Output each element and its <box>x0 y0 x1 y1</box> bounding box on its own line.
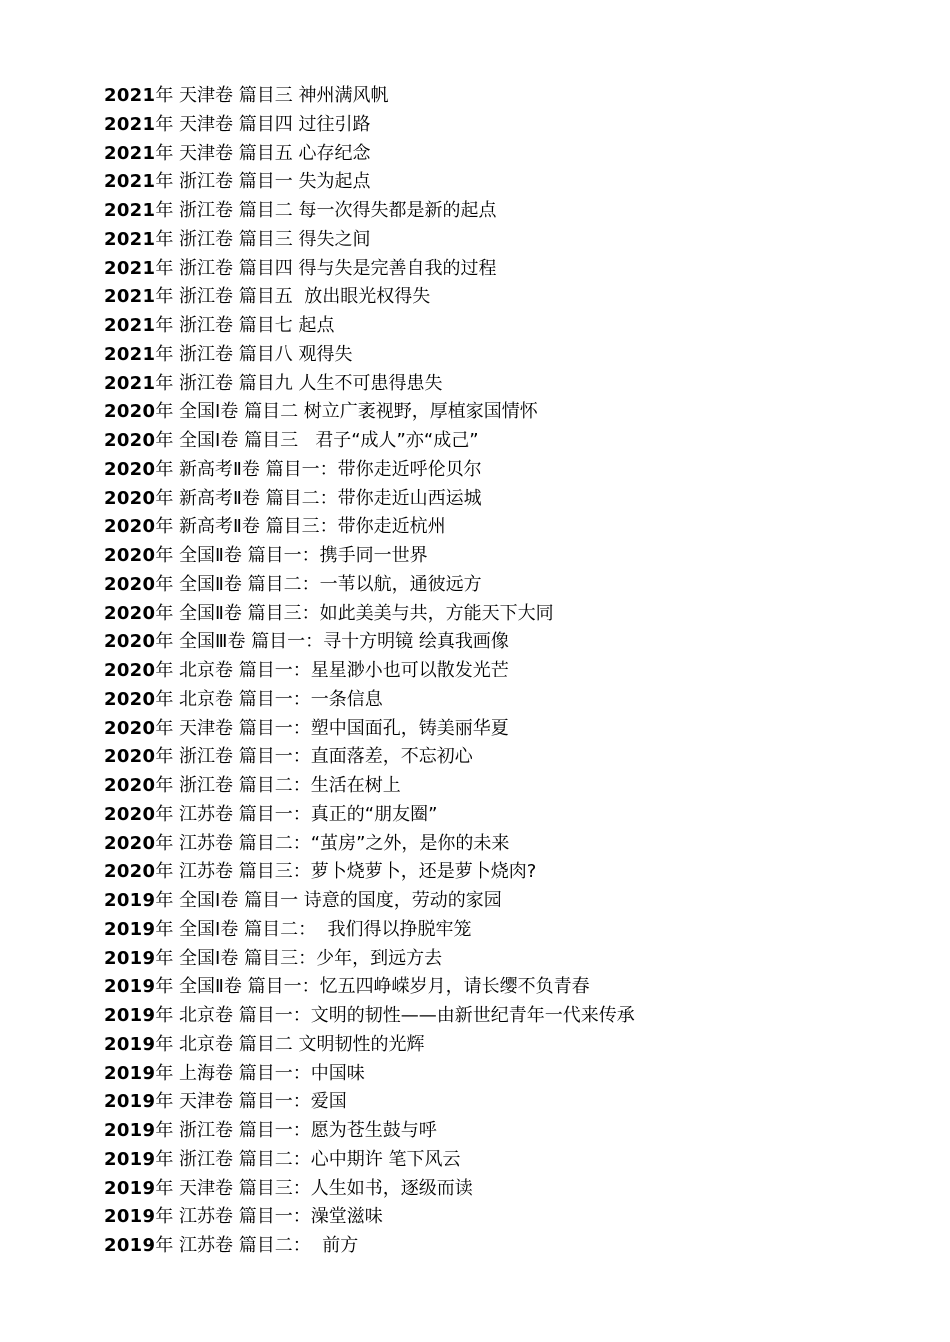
entry-year: 2019 <box>104 1206 156 1228</box>
list-item <box>104 456 884 485</box>
entry-title: 年 全国Ⅰ卷 篇目二 树立广袤视野，厚植家国情怀 <box>155 401 538 423</box>
list-item <box>104 485 884 514</box>
entry-title: 年 浙江卷 篇目七 起点 <box>155 315 335 336</box>
entry-title: 年 新高考Ⅱ卷 篇目三：带你走近杭州 <box>155 516 446 538</box>
list-item <box>104 140 884 169</box>
entry-year: 2020 <box>104 746 156 768</box>
entry-year: 2020 <box>104 401 156 423</box>
entry-title: 年 江苏卷 篇目三：萝卜烧萝卜，还是萝卜烧肉? <box>155 861 537 883</box>
entry-year: 2019 <box>104 976 156 998</box>
list-item <box>104 830 884 859</box>
entry-title: 年 全国Ⅱ卷 篇目一：忆五四峥嵘岁月，请长缨不负青春 <box>155 976 590 998</box>
entry-year: 2021 <box>104 257 156 279</box>
entry-year: 2019 <box>104 890 156 911</box>
entry-year: 2021 <box>104 343 156 365</box>
list-item <box>104 513 884 542</box>
entry-title: 年 全国Ⅰ卷 篇目三：少年，到远方去 <box>155 947 443 969</box>
entry-title: 年 江苏卷 篇目一：澡堂滋味 <box>155 1206 383 1228</box>
entry-year: 2021 <box>104 286 156 308</box>
entry-year: 2020 <box>104 803 156 825</box>
entry-title: 年 北京卷 篇目二 文明韧性的光辉 <box>155 1033 425 1055</box>
entry-year: 2021 <box>104 113 156 135</box>
list-item <box>104 226 884 255</box>
entry-year: 2019 <box>104 947 156 969</box>
list-item <box>104 801 884 830</box>
entry-year: 2020 <box>104 688 156 710</box>
list-item <box>104 743 884 772</box>
list-item <box>104 1088 884 1117</box>
list-item <box>104 1117 884 1146</box>
list-item <box>104 1060 884 1089</box>
entry-title: 年 浙江卷 篇目八 观得失 <box>155 343 353 365</box>
list-item <box>104 370 884 399</box>
entry-year: 2020 <box>104 602 156 624</box>
entry-title: 年 浙江卷 篇目二：生活在树上 <box>155 775 401 796</box>
entry-year: 2019 <box>104 1091 156 1113</box>
entry-year: 2019 <box>104 918 156 940</box>
entry-title: 年 江苏卷 篇目二：“茧房”之外，是你的未来 <box>155 832 510 854</box>
list-item <box>104 1175 884 1204</box>
entry-year: 2020 <box>104 631 156 653</box>
entry-year: 2019 <box>104 1235 156 1256</box>
entry-title: 年 浙江卷 篇目一：直面落差，不忘初心 <box>155 746 473 768</box>
entry-title: 年 天津卷 篇目一：塑中国面孔，铸美丽华夏 <box>155 717 509 739</box>
list-item <box>104 82 884 111</box>
entry-year: 2020 <box>104 775 156 796</box>
entry-title: 年 天津卷 篇目三 神州满风帆 <box>155 85 389 106</box>
entry-title: 年 浙江卷 篇目一 失为起点 <box>155 171 371 193</box>
entry-title: 年 浙江卷 篇目三 得失之间 <box>155 228 371 250</box>
entry-title: 年 天津卷 篇目三：人生如书，逐级而读 <box>155 1177 473 1199</box>
entry-year: 2019 <box>104 1148 156 1170</box>
entry-title: 年 浙江卷 篇目二：心中期许 笔下风云 <box>155 1148 461 1170</box>
entry-title: 年 全国Ⅰ卷 篇目一 诗意的国度，劳动的家园 <box>155 890 502 911</box>
entry-year: 2020 <box>104 487 156 509</box>
entry-title: 年 北京卷 篇目一：星星渺小也可以散发光芒 <box>155 660 509 681</box>
entry-year: 2020 <box>104 861 156 883</box>
list-item <box>104 197 884 226</box>
entry-year: 2019 <box>104 1033 156 1055</box>
entry-year: 2020 <box>104 660 156 681</box>
entry-title: 年 浙江卷 篇目一：愿为苍生鼓与呼 <box>155 1120 437 1141</box>
list-item <box>104 686 884 715</box>
entry-year: 2021 <box>104 142 156 164</box>
entry-title: 年 浙江卷 篇目四 得与失是完善自我的过程 <box>155 257 497 279</box>
entry-title: 年 新高考Ⅱ卷 篇目一：带你走近呼伦贝尔 <box>155 458 482 480</box>
entry-year: 2019 <box>104 1177 156 1199</box>
list-item <box>104 1232 884 1261</box>
list-item <box>104 858 884 887</box>
list-item <box>104 916 884 945</box>
entry-year: 2019 <box>104 1005 156 1026</box>
entry-year: 2021 <box>104 85 156 106</box>
entry-title: 年 北京卷 篇目一：文明的韧性——由新世纪青年一代来传承 <box>155 1005 635 1026</box>
list-item <box>104 111 884 140</box>
list-item <box>104 398 884 427</box>
entry-year: 2021 <box>104 228 156 250</box>
entry-title: 年 新高考Ⅱ卷 篇目二：带你走近山西运城 <box>155 487 482 509</box>
list-item <box>104 772 884 801</box>
list-item <box>104 715 884 744</box>
document-page <box>104 82 884 1261</box>
list-item <box>104 600 884 629</box>
entry-year: 2020 <box>104 832 156 854</box>
list-item <box>104 571 884 600</box>
entry-title: 年 上海卷 篇目一：中国味 <box>155 1062 365 1084</box>
entry-title: 年 浙江卷 篇目九 人生不可患得患失 <box>155 372 443 394</box>
entry-title: 年 全国Ⅰ卷 篇目三 君子“成人”亦“成己” <box>155 430 479 451</box>
entry-title: 年 浙江卷 篇目二 每一次得失都是新的起点 <box>155 200 497 221</box>
entry-year: 2020 <box>104 516 156 538</box>
entry-year: 2021 <box>104 171 156 193</box>
list-item <box>104 1203 884 1232</box>
entry-year: 2019 <box>104 1062 156 1084</box>
entry-title: 年 天津卷 篇目四 过往引路 <box>155 113 371 135</box>
list-item <box>104 657 884 686</box>
list-item <box>104 1146 884 1175</box>
list-item <box>104 1031 884 1060</box>
entry-title: 年 江苏卷 篇目一：真正的“朋友圈” <box>155 803 438 825</box>
list-item <box>104 427 884 456</box>
entry-title: 年 全国Ⅲ卷 篇目一：寻十方明镜 绘真我画像 <box>155 631 509 653</box>
entry-year: 2020 <box>104 573 156 595</box>
essay-title-list <box>104 82 884 1261</box>
entry-title: 年 全国Ⅰ卷 篇目二： 我们得以挣脱牢笼 <box>155 918 472 940</box>
list-item <box>104 542 884 571</box>
entry-year: 2020 <box>104 717 156 739</box>
entry-year: 2019 <box>104 1120 156 1141</box>
list-item <box>104 341 884 370</box>
list-item <box>104 283 884 312</box>
entry-year: 2021 <box>104 315 156 336</box>
entry-title: 年 全国Ⅱ卷 篇目三：如此美美与共，方能天下大同 <box>155 602 554 624</box>
list-item <box>104 973 884 1002</box>
list-item <box>104 945 884 974</box>
entry-year: 2021 <box>104 372 156 394</box>
entry-year: 2021 <box>104 200 156 221</box>
entry-title: 年 全国Ⅱ卷 篇目一：携手同一世界 <box>155 545 428 566</box>
entry-year: 2020 <box>104 545 156 566</box>
entry-year: 2020 <box>104 430 156 451</box>
entry-title: 年 全国Ⅱ卷 篇目二：一苇以航，通彼远方 <box>155 573 482 595</box>
entry-title: 年 天津卷 篇目五 心存纪念 <box>155 142 371 164</box>
entry-title: 年 天津卷 篇目一：爱国 <box>155 1091 347 1113</box>
list-item <box>104 1002 884 1031</box>
list-item <box>104 168 884 197</box>
list-item <box>104 312 884 341</box>
entry-title: 年 北京卷 篇目一：一条信息 <box>155 688 383 710</box>
list-item <box>104 628 884 657</box>
list-item <box>104 887 884 916</box>
entry-title: 年 浙江卷 篇目五 放出眼光权得失 <box>155 286 431 308</box>
entry-title: 年 江苏卷 篇目二： 前方 <box>155 1235 359 1256</box>
entry-year: 2020 <box>104 458 156 480</box>
list-item <box>104 255 884 284</box>
